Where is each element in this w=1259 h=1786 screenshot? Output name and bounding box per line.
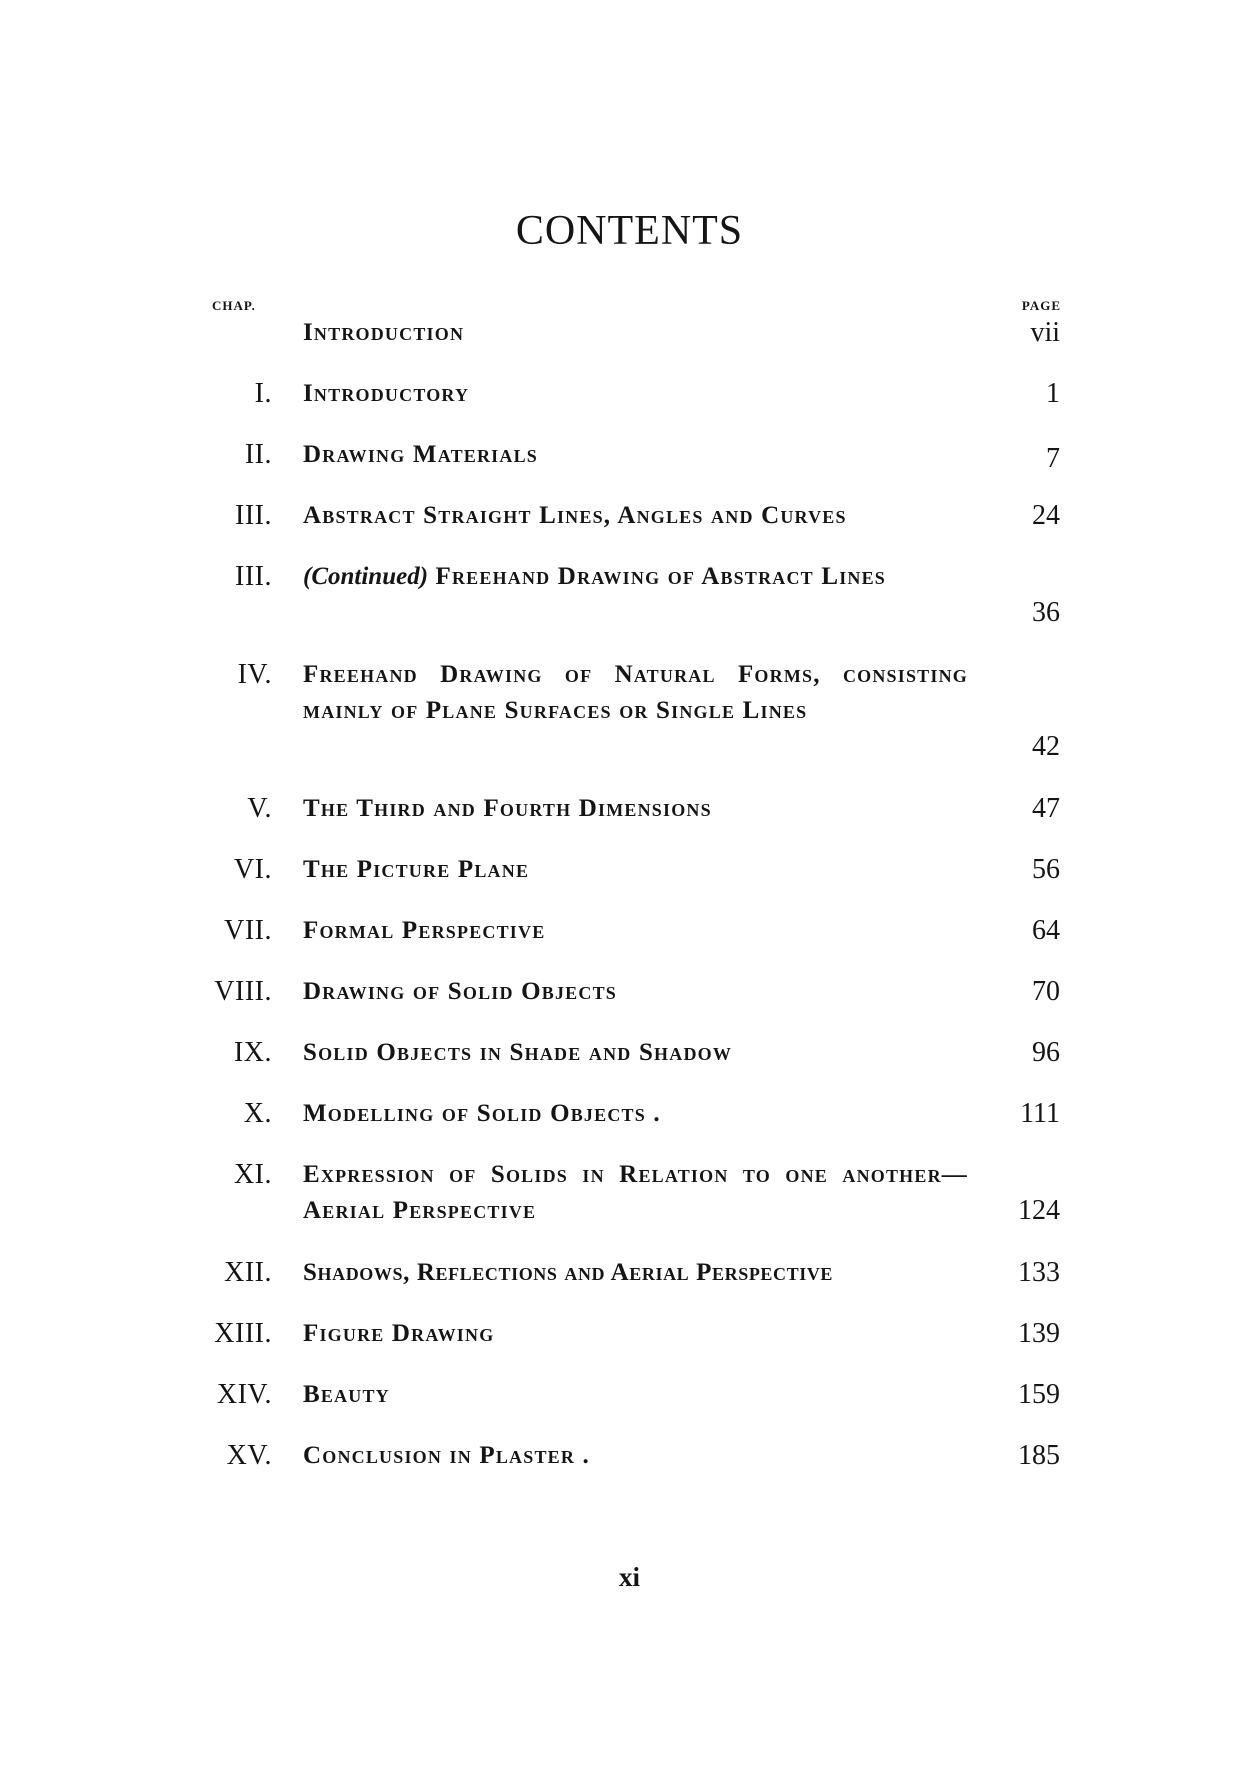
toc-entry[interactable]: [190, 1316, 1060, 1356]
page-number: 24: [1032, 500, 1060, 531]
toc-entry[interactable]: [190, 498, 1060, 538]
continued-note: (Continued): [303, 563, 429, 590]
page-number: 56: [1032, 854, 1060, 885]
chapter-number: V.: [247, 793, 272, 824]
toc-entry[interactable]: [190, 315, 1060, 355]
page-number: 111: [1020, 1098, 1060, 1129]
chapter-title: Conclusion in Plaster .: [303, 1442, 590, 1469]
chapter-title: Introduction: [303, 319, 465, 346]
toc-entry[interactable]: [190, 791, 1060, 831]
page-number: vii: [1030, 317, 1060, 348]
chapter-title: Freehand Drawing of Natural Forms, consisting mainly of Plane Surfaces or Single Lines: [303, 661, 968, 724]
toc-entry[interactable]: [190, 1096, 1060, 1136]
page-folio: xi: [618, 1562, 640, 1592]
page-number: 139: [1018, 1318, 1060, 1349]
chapter-title: Drawing Materials: [303, 441, 539, 468]
chapter-number: X.: [243, 1098, 272, 1129]
page-column-header: PAGE: [1021, 298, 1061, 313]
page-number: 36: [1032, 597, 1060, 628]
chapter-number: VII.: [224, 915, 272, 946]
chapter-number: XI.: [233, 1159, 272, 1190]
chapter-title: Introductory: [303, 380, 470, 407]
page-number: 70: [1032, 976, 1060, 1007]
chapter-number: VI.: [233, 854, 272, 885]
chapter-title: Abstract Straight Lines, Angles and Curves: [303, 502, 847, 529]
chapter-title: [303, 559, 968, 595]
page-number: 47: [1032, 793, 1060, 824]
toc-entry[interactable]: [190, 1377, 1060, 1417]
chapter-title: Beauty: [303, 1381, 390, 1408]
chapter-title: The Third and Fourth Dimensions: [303, 795, 712, 822]
chapter-title: Drawing of Solid Objects: [303, 978, 617, 1005]
toc-entry[interactable]: [190, 852, 1060, 892]
chapter-number: III.: [235, 500, 272, 531]
chapter-number: XII.: [224, 1257, 272, 1288]
chapter-title: Solid Objects in Shade and Shadow: [303, 1039, 733, 1066]
page-number: 96: [1032, 1037, 1060, 1068]
chapter-number: I.: [254, 378, 272, 409]
page-number: 159: [1018, 1379, 1060, 1410]
page-title: CONTENTS: [515, 208, 744, 254]
chapter-title: Formal Perspective: [303, 917, 546, 944]
chapter-title: Modelling of Solid Objects .: [303, 1100, 661, 1127]
page-number: 64: [1032, 915, 1060, 946]
page-number: 42: [1032, 731, 1060, 762]
toc-entry[interactable]: [190, 657, 1060, 772]
toc-entry[interactable]: [190, 1438, 1060, 1478]
chapter-number: II.: [244, 439, 272, 470]
chapter-number: VIII.: [214, 976, 272, 1007]
page-number: 1: [1046, 378, 1060, 409]
toc-entry[interactable]: [190, 913, 1060, 953]
page-number: 124: [1018, 1195, 1060, 1226]
chapter-title-text: Freehand Drawing of Abstract Lines: [428, 563, 887, 590]
chapter-number: XIV.: [216, 1379, 272, 1410]
chapter-number: IX.: [233, 1037, 272, 1068]
toc-entry[interactable]: [190, 974, 1060, 1014]
chapter-title: Expression of Solids in Relation to one another—Aerial Perspective: [303, 1161, 968, 1224]
page-number: 185: [1018, 1440, 1060, 1471]
page-number: 7: [1046, 443, 1060, 474]
chapter-number: IV.: [237, 659, 272, 690]
chapter-column-header: CHAP.: [212, 298, 256, 313]
page-number: 133: [1018, 1257, 1060, 1288]
chapter-title: Figure Drawing: [303, 1320, 495, 1347]
toc-entry[interactable]: [190, 1157, 1060, 1237]
toc-entry[interactable]: [190, 437, 1060, 477]
toc-entry[interactable]: [190, 1255, 1060, 1295]
chapter-title: Shadows, Reflections and Aerial Perspective: [303, 1259, 834, 1286]
chapter-number: XV.: [226, 1440, 272, 1471]
chapter-title: The Picture Plane: [303, 856, 530, 883]
toc-entry[interactable]: [190, 1035, 1060, 1075]
chapter-number: III.: [235, 561, 272, 592]
toc-entry[interactable]: [190, 376, 1060, 416]
chapter-number: XIII.: [214, 1318, 272, 1349]
toc-entry[interactable]: [190, 559, 1060, 639]
